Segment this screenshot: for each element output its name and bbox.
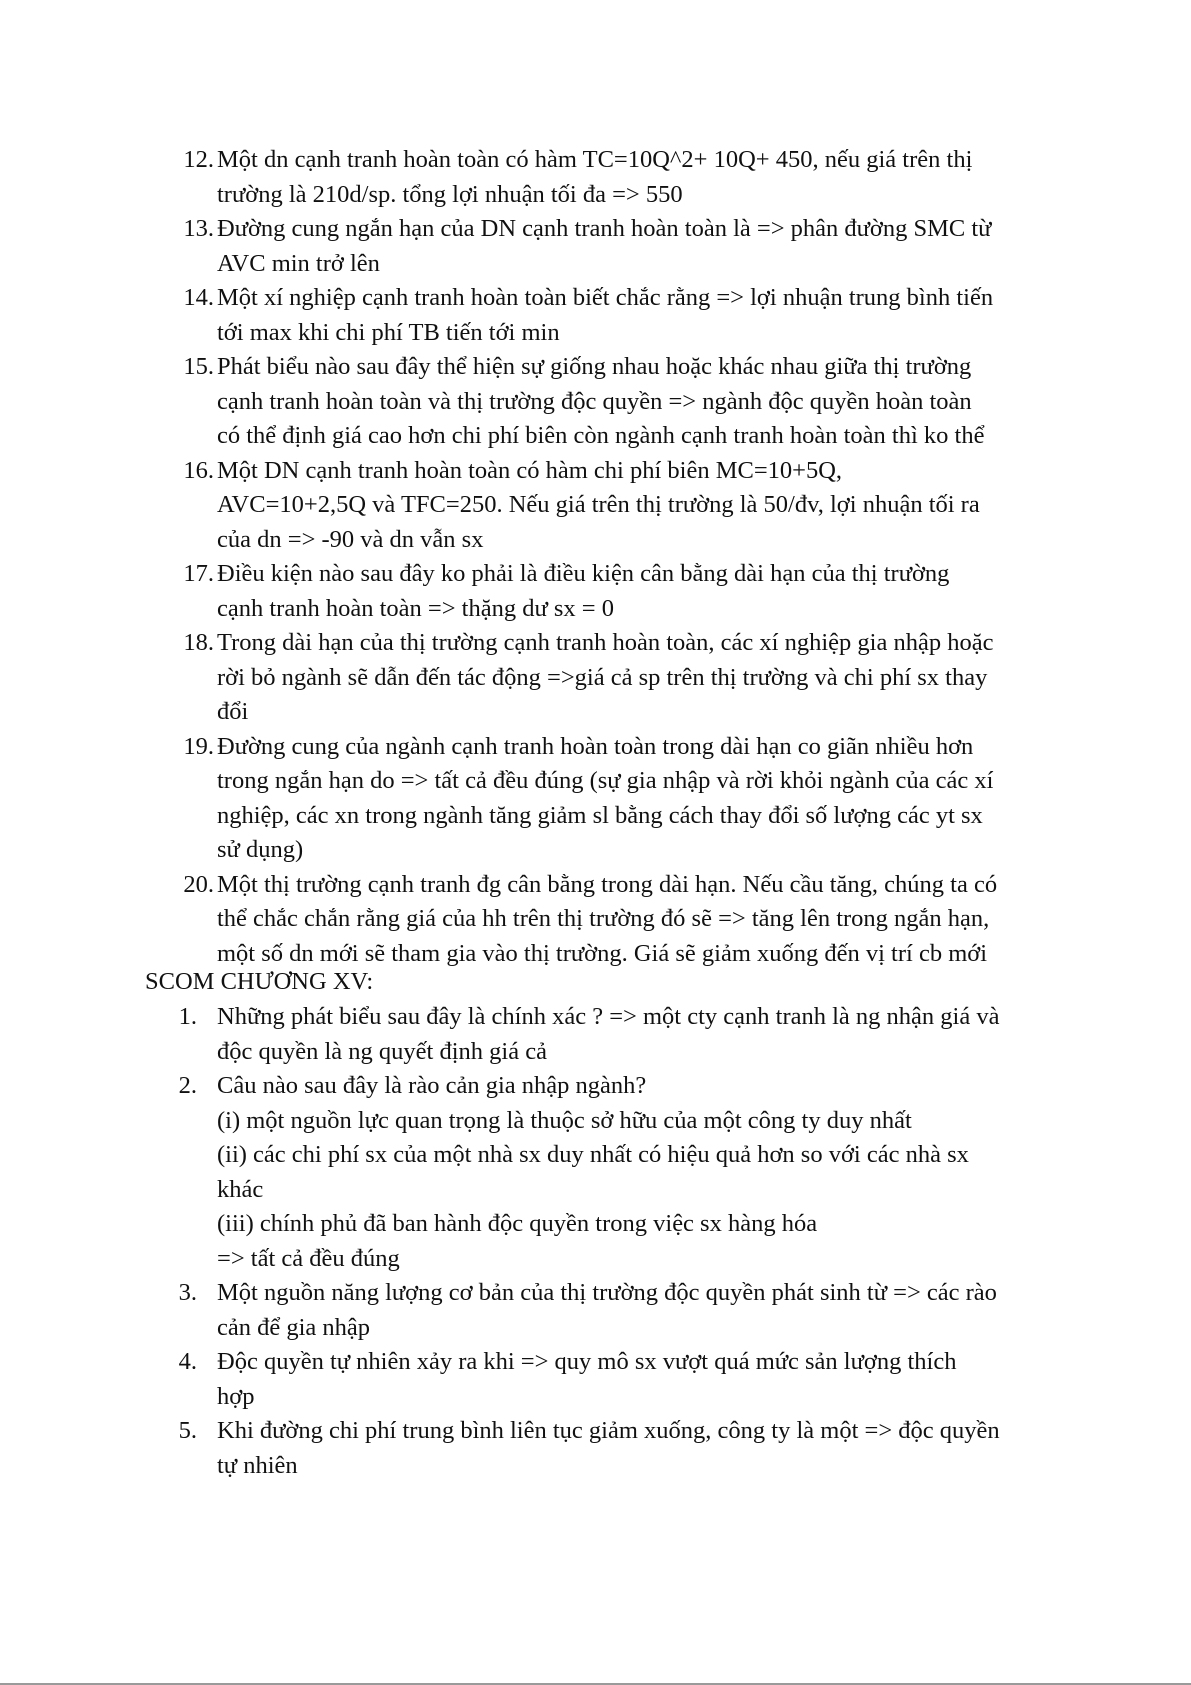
item-text-line: AVC min trở lên (217, 249, 380, 277)
list-item (178, 730, 1058, 868)
item-number: 18. (183, 629, 214, 656)
question-list-chapter-15 (178, 1000, 1058, 1483)
item-number: 13. (183, 215, 214, 242)
item-text-line: cạnh tranh hoàn toàn => thặng dư sx = 0 (217, 594, 614, 622)
item-text-line: đổi (217, 698, 249, 725)
item-text-line: nghiệp, các xn trong ngành tăng giảm sl bằng cách thay đổi số lượng các yt sx (217, 801, 983, 829)
item-text-line: Câu nào sau đây là rào cản gia nhập ngành? (217, 1072, 647, 1099)
item-text-line: độc quyền là ng quyết định giá cả (217, 1037, 547, 1065)
item-text-line: Phát biểu nào sau đây thể hiện sự giống nhau hoặc khác nhau giữa thị trường (217, 353, 972, 380)
item-number: 1. (178, 1003, 197, 1030)
item-text-line: Độc quyền tự nhiên xảy ra khi => quy mô sx vượt quá mức sản lượng thích (217, 1348, 957, 1375)
item-number: 15. (183, 353, 214, 380)
item-text-line: Đường cung của ngành cạnh tranh hoàn toàn trong dài hạn co giãn nhiều hơn (217, 732, 974, 760)
item-text-line: trong ngắn hạn do => tất cả đều đúng (sự gia nhập và rời khỏi ngành của các xí (217, 767, 994, 794)
item-number: 2. (178, 1072, 197, 1099)
item-text-line: Một DN cạnh tranh hoàn toàn có hàm chi phí biên MC=10+5Q, (217, 456, 843, 484)
item-number: 12. (183, 146, 214, 173)
item-number: 20. (183, 870, 214, 898)
item-text-line: Khi đường chi phí trung bình liên tục giảm xuống, công ty là một => độc quyền (217, 1417, 1000, 1444)
list-item (178, 1414, 1058, 1483)
item-text-line: của dn => -90 và dn vẫn sx (217, 525, 484, 553)
item-text-line: => tất cả đều đúng (217, 1244, 400, 1272)
item-text-line: Một nguồn năng lượng cơ bản của thị trường độc quyền phát sinh từ => các rào (217, 1279, 997, 1306)
list-item (178, 1276, 1058, 1345)
list-item (178, 350, 1058, 454)
item-text-line: Đường cung ngắn hạn của DN cạnh tranh hoàn toàn là => phân đường SMC từ (217, 215, 992, 242)
item-text-line: Trong dài hạn của thị trường cạnh tranh hoàn toàn, các xí nghiệp gia nhập hoặc (217, 629, 994, 656)
item-number: 4. (178, 1348, 197, 1375)
item-text-line: rời bỏ ngành sẽ dẫn đến tác động =>giá cả sp trên thị trường và chi phí sx thay (217, 663, 988, 691)
item-text-line: Điều kiện nào sau đây ko phải là điều kiện cân bằng dài hạn của thị trường (217, 560, 950, 587)
item-text-line: Những phát biểu sau đây là chính xác ? => một cty cạnh tranh là ng nhận giá và (217, 1003, 1000, 1030)
list-item (178, 1069, 1058, 1276)
list-item (178, 1000, 1058, 1069)
item-text-line: Một thị trường cạnh tranh đg cân bằng trong dài hạn. Nếu cầu tăng, chúng ta có (217, 870, 998, 898)
item-text-line: Một dn cạnh tranh hoàn toàn có hàm TC=10Q^2+ 10Q+ 450, nếu giá trên thị (217, 146, 973, 173)
item-number: 3. (178, 1279, 197, 1306)
section-heading: SCOM CHƯƠNG XV: (145, 968, 374, 995)
list-item (178, 281, 1058, 350)
list-item (178, 626, 1058, 730)
list-item (178, 1345, 1058, 1414)
question-list-chapter-14 (178, 143, 1058, 971)
item-text-line: thể chắc chắn rằng giá của hh trên thị trường đó sẽ => tăng lên trong ngắn hạn, (217, 905, 990, 932)
item-number: 19. (183, 732, 214, 760)
list-item (178, 143, 1058, 212)
item-number: 16. (183, 456, 214, 484)
item-text-line: có thể định giá cao hơn chi phí biên còn ngành cạnh tranh hoàn toàn thì ko thể (217, 422, 985, 449)
item-text-line: khác (217, 1175, 264, 1203)
item-text-line: hợp (217, 1382, 255, 1410)
item-text-line: (iii) chính phủ đã ban hành độc quyền trong việc sx hàng hóa (217, 1210, 818, 1237)
item-text-line: sử dụng) (217, 836, 304, 863)
item-text-line: cản để gia nhập (217, 1313, 371, 1341)
item-text-line: trường là 210d/sp. tổng lợi nhuận tối đa => 550 (217, 180, 683, 208)
item-text-line: AVC=10+2,5Q và TFC=250. Nếu giá trên thị trường là 50/đv, lợi nhuận tối ra (217, 491, 980, 518)
list-item (178, 212, 1058, 281)
list-item (178, 868, 1058, 972)
item-text-line: tự nhiên (217, 1451, 298, 1479)
item-text-line: (ii) các chi phí sx của một nhà sx duy nhất có hiệu quả hơn so với các nhà sx (217, 1141, 969, 1168)
item-number: 5. (178, 1417, 197, 1444)
item-text-line: tới max khi chi phí TB tiến tới min (217, 318, 560, 346)
item-text-line: cạnh tranh hoàn toàn và thị trường độc quyền => ngành độc quyền hoàn toàn (217, 387, 972, 415)
list-item (178, 557, 1058, 626)
list-item (178, 454, 1058, 558)
item-text-line: Một xí nghiệp cạnh tranh hoàn toàn biết chắc rằng => lợi nhuận trung bình tiến (217, 284, 994, 311)
item-number: 14. (183, 284, 214, 311)
item-text-line: (i) một nguồn lực quan trọng là thuộc sở hữu của một công ty duy nhất (217, 1106, 912, 1134)
item-text-line: một số dn mới sẽ tham gia vào thị trường. Giá sẽ giảm xuống đến vị trí cb mới (217, 939, 988, 967)
item-number: 17. (183, 560, 214, 587)
